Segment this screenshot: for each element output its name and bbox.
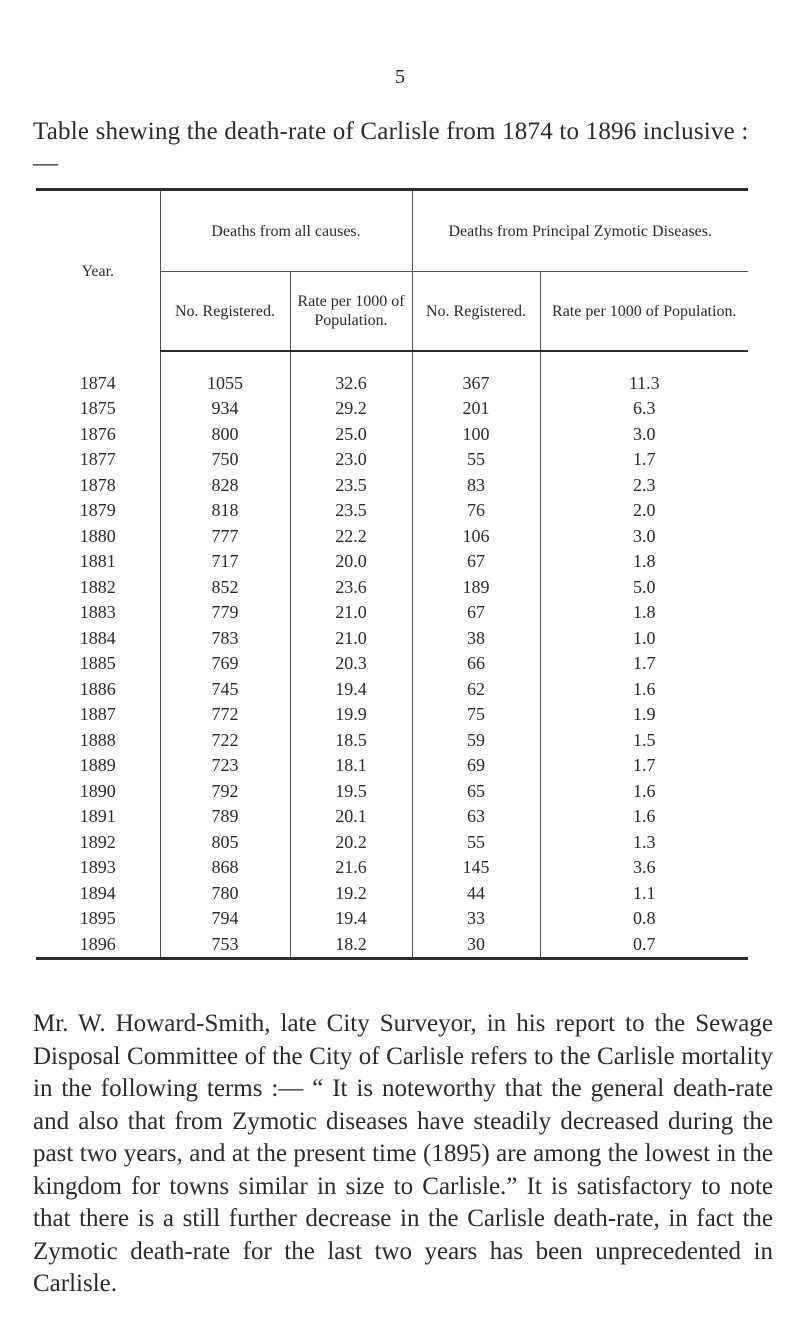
table-row [36,727,748,753]
all-causes-rate-cell: 20.1 [290,804,412,830]
zymotic-rate-cell: 1.7 [633,449,656,470]
zymotic-no-cell: 65 [412,778,540,804]
zymotic-rate-cell: 6.3 [633,398,656,419]
all-causes-no-cell: 769 [160,651,290,677]
all-causes-no-cell: 828 [160,472,290,498]
zymotic-rate-cell: 1.6 [633,806,656,827]
all-causes-no-cell: 818 [160,498,290,524]
zymotic-rate-cell: 1.0 [633,627,656,648]
year-cell: 1888 [36,727,160,753]
zymotic-no-cell: 69 [412,753,540,779]
all-causes-rate-cell: 23.6 [290,574,412,600]
year-column-header: Year. [36,190,160,352]
zymotic-no-cell: 33 [412,906,540,932]
all-causes-no-cell: 789 [160,804,290,830]
all-causes-rate-cell: 18.1 [290,753,412,779]
all-causes-no-cell: 780 [160,880,290,906]
zymotic-no-cell: 201 [412,396,540,422]
table-row [36,472,748,498]
all-causes-rate-cell: 25.0 [290,421,412,447]
table-row [36,778,748,804]
table-row [36,753,748,779]
all-causes-rate-cell: 19.2 [290,880,412,906]
zymotic-no-cell: 145 [412,855,540,881]
year-cell: 1896 [36,931,160,958]
zymotic-no-cell: 30 [412,931,540,958]
all-causes-no-cell: 722 [160,727,290,753]
zymotic-no-cell: 75 [412,702,540,728]
year-cell: 1887 [36,702,160,728]
report-paragraph: Mr. W. Howard-Smith, late City Surveyor, in his report to the Sewage Disposal Committee of the City of Carlisle refers to the Carlisle mortality in the following terms :— “ It is noteworthy that the general death-rate and also that from Zymotic diseases have steadily decreased during the past two years, and at the present time (1895) are among the lowest in the kingdom for towns similar in size to Carlisle.” It is satisfactory to note that there is a still further decrease in the Carlisle death-rate, in fact the Zymotic death-rate for the last two years has been unprecedented in Carlisle. [33,1010,773,1297]
table-body [36,351,748,958]
all-causes-rate-cell: 19.4 [290,676,412,702]
all-causes-rate-cell: 19.9 [290,702,412,728]
year-cell: 1878 [36,472,160,498]
zymotic-no-cell: 63 [412,804,540,830]
table-row [36,498,748,524]
zymotic-no-cell: 55 [412,447,540,473]
year-cell: 1894 [36,880,160,906]
zymotic-rate-cell: 5.0 [633,576,656,597]
all-causes-rate-cell: 20.2 [290,829,412,855]
all-causes-rate-cell: 18.5 [290,727,412,753]
table-row [36,931,748,958]
zymotic-no-cell: 44 [412,880,540,906]
year-cell: 1893 [36,855,160,881]
all-causes-no-header: No. Registered. [160,272,290,352]
zymotic-no-cell: 189 [412,574,540,600]
death-rate-grid [36,188,748,960]
all-causes-no-cell: 934 [160,396,290,422]
all-causes-rate-cell: 22.2 [290,523,412,549]
zymotic-rate-cell: 1.3 [633,831,656,852]
table-row [36,804,748,830]
all-causes-no-cell: 750 [160,447,290,473]
zymotic-no-cell: 62 [412,676,540,702]
table-row [36,676,748,702]
all-causes-no-cell: 723 [160,753,290,779]
zymotic-rate-cell: 2.3 [633,474,656,495]
all-causes-no-cell: 792 [160,778,290,804]
zymotic-rate-cell: 1.9 [633,704,656,725]
all-causes-no-cell: 852 [160,574,290,600]
page-number: 5 [395,66,405,88]
zymotic-rate-cell: 1.8 [633,602,656,623]
all-causes-rate-cell: 18.2 [290,931,412,958]
all-causes-no-cell: 745 [160,676,290,702]
table-row [36,651,748,677]
table-row [36,702,748,728]
death-rate-table [36,188,748,960]
zymotic-no-header: No. Registered. [412,272,540,352]
year-cell: 1890 [36,778,160,804]
all-causes-no-cell: 753 [160,931,290,958]
all-causes-no-cell: 777 [160,523,290,549]
table-caption: Table shewing the death-rate of Carlisle from 1874 to 1896 inclusive :— [33,118,749,177]
zymotic-no-cell: 367 [412,370,540,396]
year-cell: 1883 [36,600,160,626]
zymotic-no-cell: 66 [412,651,540,677]
all-causes-no-cell: 772 [160,702,290,728]
zymotic-rate-cell: 3.0 [633,423,656,444]
zymotic-rate-cell: 1.1 [633,882,656,903]
zymotic-rate-cell: 1.7 [633,755,656,776]
all-causes-rate-cell: 23.5 [290,472,412,498]
all-causes-no-cell: 868 [160,855,290,881]
zymotic-rate-cell: 1.8 [633,551,656,572]
zymotic-rate-cell: 1.6 [633,678,656,699]
all-causes-rate-cell: 21.6 [290,855,412,881]
table-row [36,370,748,396]
zymotic-no-cell: 100 [412,421,540,447]
all-causes-group-header: Deaths from all causes. [160,190,412,272]
all-causes-rate-cell: 20.0 [290,549,412,575]
year-cell: 1881 [36,549,160,575]
zymotic-rate-cell: 0.7 [633,933,656,954]
year-cell: 1875 [36,396,160,422]
all-causes-rate-cell: 23.0 [290,447,412,473]
year-cell: 1876 [36,421,160,447]
zymotic-no-cell: 67 [412,549,540,575]
all-causes-rate-cell: 20.3 [290,651,412,677]
table-row [36,906,748,932]
year-cell: 1885 [36,651,160,677]
all-causes-rate-cell: 21.0 [290,600,412,626]
year-cell: 1884 [36,625,160,651]
table-row [36,421,748,447]
zymotic-no-cell: 83 [412,472,540,498]
table-row [36,880,748,906]
table-row [36,625,748,651]
zymotic-no-cell: 67 [412,600,540,626]
table-row [36,574,748,600]
zymotic-rate-cell: 3.6 [633,857,656,878]
zymotic-rate-cell: 3.0 [633,525,656,546]
zymotic-rate-cell: 11.3 [628,372,660,393]
zymotic-rate-header: Rate per 1000 of Population. [540,272,748,352]
all-causes-no-cell: 783 [160,625,290,651]
table-row [36,396,748,422]
zymotic-no-cell: 38 [412,625,540,651]
table-spacer-row [36,351,748,370]
year-cell: 1895 [36,906,160,932]
all-causes-rate-cell: 32.6 [290,370,412,396]
zymotic-rate-cell: 0.8 [633,908,656,929]
zymotic-group-header: Deaths from Principal Zymotic Diseases. [412,190,748,272]
zymotic-rate-cell: 1.5 [633,729,656,750]
zymotic-no-cell: 106 [412,523,540,549]
all-causes-rate-cell: 23.5 [290,498,412,524]
table-row [36,549,748,575]
year-cell: 1874 [36,370,160,396]
year-cell: 1882 [36,574,160,600]
zymotic-rate-cell: 2.0 [633,500,656,521]
all-causes-no-cell: 779 [160,600,290,626]
year-cell: 1891 [36,804,160,830]
year-cell: 1880 [36,523,160,549]
year-cell: 1889 [36,753,160,779]
table-row [36,829,748,855]
zymotic-no-cell: 59 [412,727,540,753]
table-row [36,447,748,473]
all-causes-rate-header: Rate per 1000 of Population. [290,272,412,352]
all-causes-rate-cell: 19.4 [290,906,412,932]
zymotic-rate-cell: 1.6 [633,780,656,801]
year-cell: 1886 [36,676,160,702]
all-causes-rate-cell: 21.0 [290,625,412,651]
all-causes-rate-cell: 29.2 [290,396,412,422]
all-causes-no-cell: 794 [160,906,290,932]
table-row [36,600,748,626]
zymotic-no-cell: 76 [412,498,540,524]
year-cell: 1877 [36,447,160,473]
zymotic-rate-cell: 1.7 [633,653,656,674]
all-causes-no-cell: 800 [160,421,290,447]
all-causes-no-cell: 717 [160,549,290,575]
zymotic-no-cell: 55 [412,829,540,855]
table-row [36,855,748,881]
all-causes-no-cell: 1055 [160,370,290,396]
year-cell: 1879 [36,498,160,524]
year-cell: 1892 [36,829,160,855]
all-causes-no-cell: 805 [160,829,290,855]
table-row [36,523,748,549]
all-causes-rate-cell: 19.5 [290,778,412,804]
